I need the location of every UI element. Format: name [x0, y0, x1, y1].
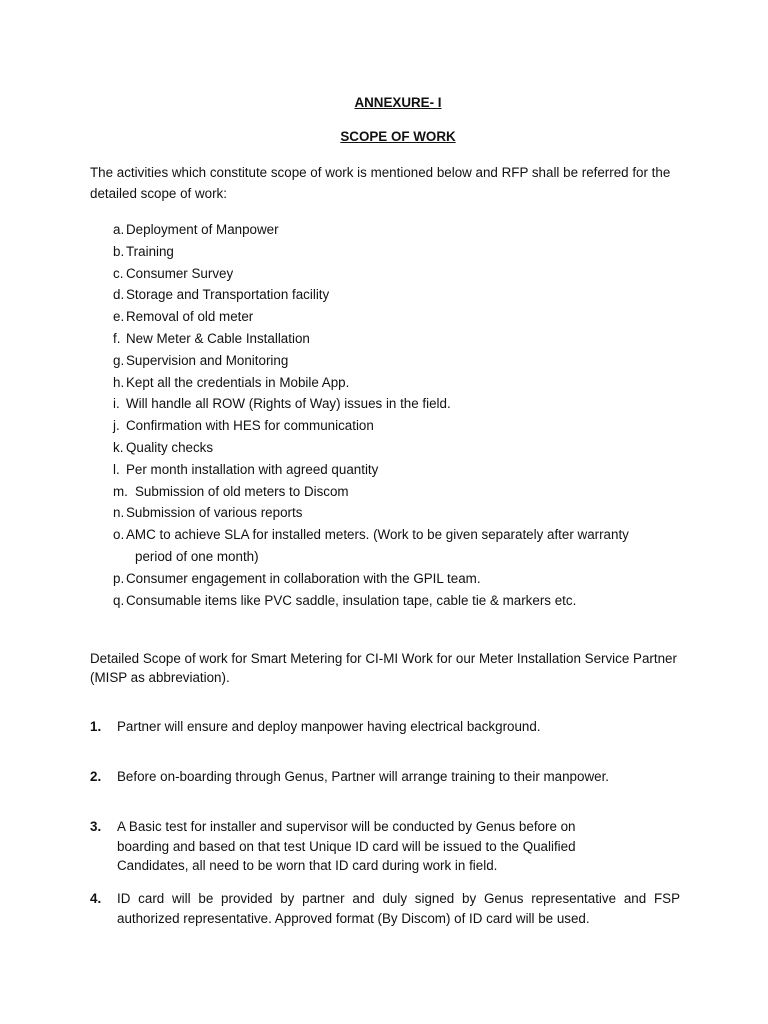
- list-item: [113, 568, 683, 590]
- list-marker: m.: [113, 483, 128, 499]
- list-item: [113, 306, 683, 328]
- list-marker: f.: [113, 330, 121, 346]
- list-item: [113, 263, 683, 285]
- intro-paragraph: The activities which constitute scope of work is mentioned below and RFP shall be referred for the detailed scope of work:: [90, 165, 671, 201]
- numbered-item: [90, 817, 590, 876]
- list-item-text: Will handle all ROW (Rights of Way) issues in the field.: [126, 396, 451, 412]
- list-item: [113, 350, 683, 372]
- list-item: [113, 393, 683, 415]
- list-item-text: Confirmation with HES for communication: [126, 418, 374, 434]
- numbered-item: [90, 717, 680, 737]
- list-item: [113, 502, 683, 524]
- list-marker: g.: [113, 352, 125, 368]
- annexure-title: ANNEXURE- I: [354, 95, 442, 110]
- list-item: [113, 437, 683, 459]
- list-item-text: Consumable items like PVC saddle, insulation tape, cable tie & markers etc.: [126, 592, 577, 608]
- list-marker: a.: [113, 222, 125, 237]
- list-item-text: Per month installation with agreed quantity: [126, 461, 379, 477]
- list-item-text: Submission of various reports: [126, 505, 303, 521]
- list-marker: q.: [113, 592, 125, 608]
- item-number: 1.: [90, 719, 102, 734]
- list-item-text: Consumer engagement in collaboration with the GPIL team.: [126, 570, 481, 586]
- list-item: [113, 328, 683, 350]
- item-number: 3.: [90, 819, 102, 834]
- list-marker: i.: [113, 396, 120, 412]
- list-item: [113, 590, 683, 612]
- list-item: [113, 459, 683, 481]
- list-marker: n.: [113, 505, 125, 521]
- detailed-scope-paragraph: Detailed Scope of work for Smart Metering for CI-MI Work for our Meter Installation Service Partner (MISP as abbreviation).: [90, 651, 677, 685]
- list-item-text: Submission of old meters to Discom: [135, 483, 349, 499]
- list-marker: h.: [113, 374, 125, 390]
- list-item: [113, 524, 683, 568]
- list-marker: k.: [113, 439, 124, 455]
- list-item-text: New Meter & Cable Installation: [126, 330, 310, 346]
- activities-list: [113, 219, 683, 611]
- list-item-text: Deployment of Manpower: [126, 222, 279, 237]
- list-marker: j.: [113, 418, 120, 434]
- item-text: Partner will ensure and deploy manpower having electrical background.: [117, 719, 541, 734]
- list-marker: p.: [113, 570, 125, 586]
- list-item: [113, 372, 683, 394]
- item-number: 2.: [90, 769, 102, 784]
- list-marker: b.: [113, 243, 125, 259]
- item-number: 4.: [90, 891, 102, 906]
- list-marker: e.: [113, 309, 125, 325]
- list-item-text: Kept all the credentials in Mobile App.: [126, 374, 350, 390]
- list-item: [113, 219, 683, 241]
- list-item-text: [126, 524, 683, 568]
- list-item-text: Training: [126, 243, 174, 259]
- list-item: [113, 284, 683, 306]
- list-marker: d.: [113, 287, 125, 303]
- list-item-text: Consumer Survey: [126, 265, 234, 281]
- numbered-item: [90, 767, 680, 787]
- list-item-text-line: AMC to achieve SLA for installed meters. (Work to be given separately after warranty: [126, 527, 629, 543]
- numbered-item: [90, 889, 680, 928]
- list-item-text-continuation: period of one month): [135, 548, 259, 564]
- item-text: A Basic test for installer and supervisor will be conducted by Genus before on boarding and based on that test Unique ID card will be issued to the Qualified Candidates, all need to be worn that ID card during work in field.: [117, 819, 576, 873]
- list-marker: l.: [113, 461, 120, 477]
- list-item-text: Supervision and Monitoring: [126, 352, 289, 368]
- list-marker: o.: [113, 527, 125, 543]
- list-item: [113, 241, 683, 263]
- list-item-text: Quality checks: [126, 439, 214, 455]
- list-item: [113, 481, 683, 503]
- list-item-text: Removal of old meter: [126, 309, 254, 325]
- scope-of-work-title: SCOPE OF WORK: [340, 129, 456, 144]
- item-text: Before on-boarding through Genus, Partner will arrange training to their manpower.: [117, 769, 610, 784]
- list-item: [113, 415, 683, 437]
- list-item-text: Storage and Transportation facility: [126, 287, 330, 303]
- item-text: ID card will be provided by partner and duly signed by Genus representative and FSP authorized representative. Approved format (By Discom) of ID card will be used.: [117, 891, 680, 926]
- list-marker: c.: [113, 265, 124, 281]
